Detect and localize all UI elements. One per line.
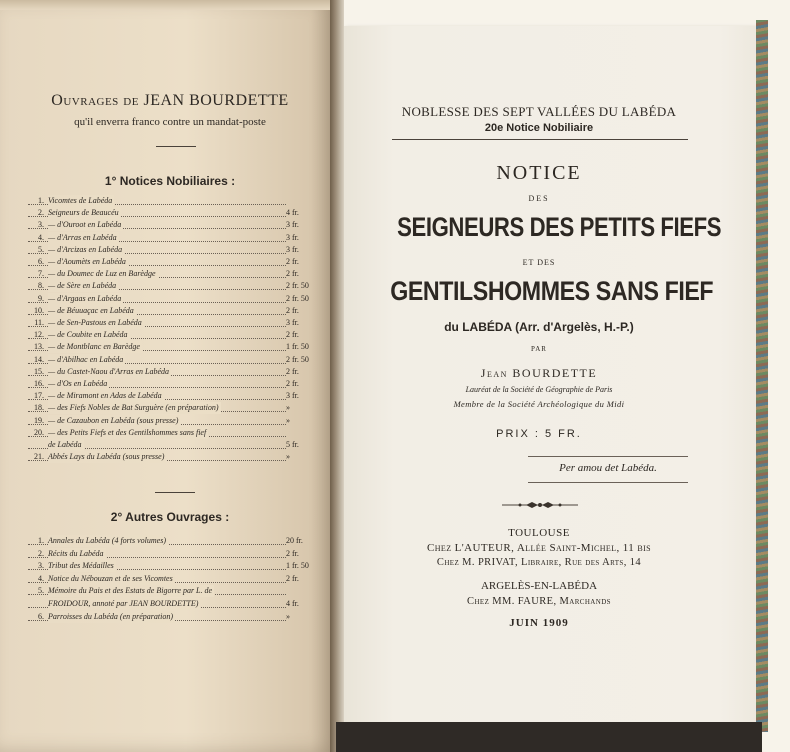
- toc-price: »: [286, 452, 290, 462]
- toc-number: 17.: [34, 391, 44, 401]
- toc-entry: [28, 548, 320, 560]
- toc-title: — de Montblanc en Barèdge: [48, 342, 140, 352]
- toc-entry: [28, 451, 320, 463]
- toc-entry: [28, 573, 320, 585]
- toc-title: Seigneurs de Beaucéu: [48, 208, 119, 218]
- toc-number: 15.: [34, 366, 44, 376]
- toc-entry: [28, 317, 320, 329]
- toc-price: 1 fr. 50: [286, 342, 309, 352]
- toc-number: 4.: [38, 573, 44, 583]
- toc-title: — d'Aoumèts en Labéda: [48, 257, 126, 266]
- left-header-subtitle: qu'il enverra franco contre un mandat-poste: [74, 116, 266, 128]
- toc-number: 5.: [38, 244, 44, 254]
- author-credential-2: Membre de la Société Archéologique du Midi: [453, 399, 625, 409]
- toc-title: — d'Ouroot en Labéda: [48, 220, 122, 230]
- toc-price: 2 fr.: [286, 257, 299, 266]
- publisher-line-1: Chez L'AUTEUR, Allée Saint-Michel, 11 bis: [427, 542, 651, 554]
- toc-number: 13.: [34, 342, 44, 352]
- des-word: DES: [528, 194, 550, 203]
- toc-price: 2 fr.: [286, 573, 299, 583]
- toc-entry: [28, 585, 320, 597]
- toc-price: 3 fr.: [286, 391, 299, 401]
- toc-price: »: [286, 415, 290, 425]
- toc-title: — d'Abilhac en Labéda: [48, 354, 124, 364]
- toc-title: — d'Os en Labéda: [48, 379, 108, 388]
- price: PRIX : 5 FR.: [496, 428, 582, 440]
- toc-entry: [28, 378, 320, 390]
- toc-entry: [28, 268, 320, 280]
- toc-entry: [28, 390, 320, 402]
- toc-entry: [28, 256, 320, 268]
- toc-number: 3.: [38, 561, 44, 571]
- toc-price: 2 fr. 50: [286, 293, 309, 303]
- toc-price: »: [286, 611, 290, 621]
- left-divider-1: [156, 146, 196, 147]
- toc-price: 3 fr.: [286, 244, 299, 254]
- toc-entry: [28, 439, 320, 451]
- city-toulouse: TOULOUSE: [508, 527, 570, 539]
- toc-price: 1 fr. 50: [286, 561, 309, 571]
- toc-price: 20 fr.: [286, 536, 303, 545]
- toc-entry: [28, 341, 320, 353]
- toc-title: — des Petits Fiefs et des Gentilshommes sans fief: [48, 427, 207, 437]
- ornament-divider: [502, 500, 578, 510]
- city-argeles: ARGELÈS-EN-LABÉDA: [480, 580, 598, 592]
- motto: Per amou det Labéda.: [559, 462, 657, 474]
- toc-price: 5 fr.: [286, 440, 299, 449]
- toc-title: Notice du Nébouzan et de ses Vicomtes: [48, 573, 173, 583]
- toc-entry: [28, 427, 320, 439]
- motto-rule-top: [528, 456, 688, 457]
- toc-number: 6.: [38, 611, 44, 621]
- toc-entry: [28, 415, 320, 427]
- toc-title: de Labéda: [48, 440, 82, 449]
- motto-rule-bottom: [528, 482, 688, 483]
- main-title-1: SEIGNEURS DES PETITS FIEFS: [397, 212, 722, 242]
- toc-price: 2 fr.: [286, 548, 299, 558]
- toc-price: 3 fr.: [286, 232, 299, 242]
- left-page-top-edge: [0, 0, 338, 10]
- publisher-line-3: Chez MM. FAURE, Marchands: [467, 596, 611, 607]
- toc-price: 2 fr.: [286, 379, 299, 388]
- toc-number: 16.: [34, 379, 44, 388]
- toc-number: 1.: [38, 536, 44, 545]
- par-word: PAR: [531, 345, 547, 353]
- toc-number: 1.: [38, 196, 44, 205]
- toc-entry: [28, 560, 320, 572]
- toc-number: 21.: [34, 452, 44, 462]
- book-cover-bottom: [336, 722, 762, 752]
- toc-title: — d'Arcizas en Labéda: [48, 244, 123, 254]
- toc-title: — de Sère en Labéda: [48, 281, 117, 291]
- series-subtitle: 20e Notice Nobiliaire: [484, 122, 594, 134]
- toc-number: 7.: [38, 269, 44, 279]
- series-rule: [392, 139, 688, 140]
- toc-number: 20.: [34, 427, 44, 437]
- toc-number: 19.: [34, 415, 44, 425]
- toc-entry: [28, 219, 320, 231]
- toc-price: 2 fr.: [286, 269, 299, 279]
- toc-title: Mémoire du Pais et des Estats de Bigorre par L. de: [48, 586, 213, 596]
- toc-title: Parroisses du Labéda (en préparation): [48, 611, 174, 621]
- toc-title: — d'Arras en Labéda: [48, 232, 117, 242]
- toc-price: 4 fr.: [286, 208, 299, 218]
- toc-title: — du Doumec de Luz en Barèdge: [48, 269, 156, 279]
- toc-entry: [28, 611, 320, 623]
- toc-number: 8.: [38, 281, 44, 291]
- toc-title: — de Béuuaçac en Labéda: [48, 305, 134, 315]
- toc-price: 2 fr.: [286, 305, 299, 315]
- notice-word: NOTICE: [496, 162, 582, 184]
- toc-title: FROIDOUR, annoté par JEAN BOURDETTE): [48, 599, 199, 608]
- left-header-title: Ouvrages de JEAN BOURDETTE: [51, 92, 289, 109]
- author-name: Jean BOURDETTE: [480, 366, 598, 380]
- publication-date: JUIN 1909: [509, 617, 569, 629]
- toc-price: 2 fr.: [286, 366, 299, 376]
- toc-title: — de Miramont en Adas de Labéda: [48, 391, 162, 401]
- toc-number: 11.: [34, 318, 44, 327]
- toc-entry: [28, 598, 320, 610]
- toc-title: Tribut des Médailles: [48, 561, 114, 571]
- toc-price: 4 fr.: [286, 599, 299, 608]
- toc-entry: [28, 293, 320, 305]
- toc-number: 12.: [34, 330, 44, 340]
- section2-title: 2° Autres Ouvrages :: [110, 510, 230, 524]
- toc-entry: [28, 232, 320, 244]
- toc-number: 2.: [38, 548, 44, 558]
- toc-number: 3.: [38, 220, 44, 230]
- toc-number: 9.: [38, 293, 44, 303]
- toc-price: 2 fr. 50: [286, 281, 309, 291]
- author-credential-1: Lauréat de la Société de Géographie de Paris: [465, 385, 613, 394]
- toc-entry: [28, 329, 320, 341]
- main-title-2: GENTILSHOMMES SANS FIEF: [390, 276, 714, 306]
- toc-title: Abbés Lays du Labéda (sous presse): [48, 452, 165, 462]
- toc-price: 3 fr.: [286, 220, 299, 230]
- toc-title: Vicomtes de Labéda: [48, 196, 113, 205]
- toc-entry: [28, 354, 320, 366]
- publisher-line-2: Chez M. PRIVAT, Libraire, Rue des Arts, 14: [436, 557, 642, 568]
- toc-entry: [28, 195, 320, 207]
- toc-entry: [28, 244, 320, 256]
- toc-entry: [28, 402, 320, 414]
- toc-title: — d'Argaas en Labéda: [48, 293, 122, 303]
- toc-title: — de Coubite en Labéda: [48, 330, 128, 340]
- toc-number: 18.: [34, 403, 44, 413]
- series-title: NOBLESSE DES SEPT VALLÉES DU LABÉDA: [401, 104, 677, 119]
- et-des-word: ET DES: [522, 258, 556, 267]
- toc-entry: [28, 305, 320, 317]
- location-line: du LABÉDA (Arr. d'Argelès, H.-P.): [444, 320, 634, 334]
- toc-title: Annales du Labéda (4 forts volumes): [48, 536, 166, 545]
- section1-title: 1° Notices Nobiliaires :: [104, 174, 236, 188]
- toc-number: 5.: [38, 586, 44, 596]
- toc-price: 2 fr.: [286, 330, 299, 340]
- toc-title: — de Sen-Pastous en Labéda: [48, 318, 142, 327]
- left-divider-2: [155, 492, 195, 493]
- toc-number: 2.: [38, 208, 44, 218]
- toc-number: 6.: [38, 257, 44, 266]
- toc-price: »: [286, 403, 290, 413]
- toc-entry: [28, 366, 320, 378]
- toc-title: Récits du Labéda: [48, 548, 104, 558]
- toc-number: 10.: [34, 305, 44, 315]
- toc-price: 2 fr. 50: [286, 354, 309, 364]
- toc-number: 14.: [34, 354, 44, 364]
- toc-price: 3 fr.: [286, 318, 299, 327]
- toc-number: 4.: [38, 232, 44, 242]
- toc-entry: [28, 207, 320, 219]
- toc-title: — du Castet-Naou d'Arras en Labéda: [48, 366, 170, 376]
- book-gutter: [330, 0, 344, 752]
- toc-entry: [28, 535, 320, 547]
- toc-title: — des Fiefs Nobles de Bat Surguère (en préparation): [48, 403, 219, 413]
- toc-title: — de Cazaubon en Labéda (sous presse): [48, 415, 179, 425]
- toc-entry: [28, 280, 320, 292]
- marbled-board-edge: [756, 20, 768, 732]
